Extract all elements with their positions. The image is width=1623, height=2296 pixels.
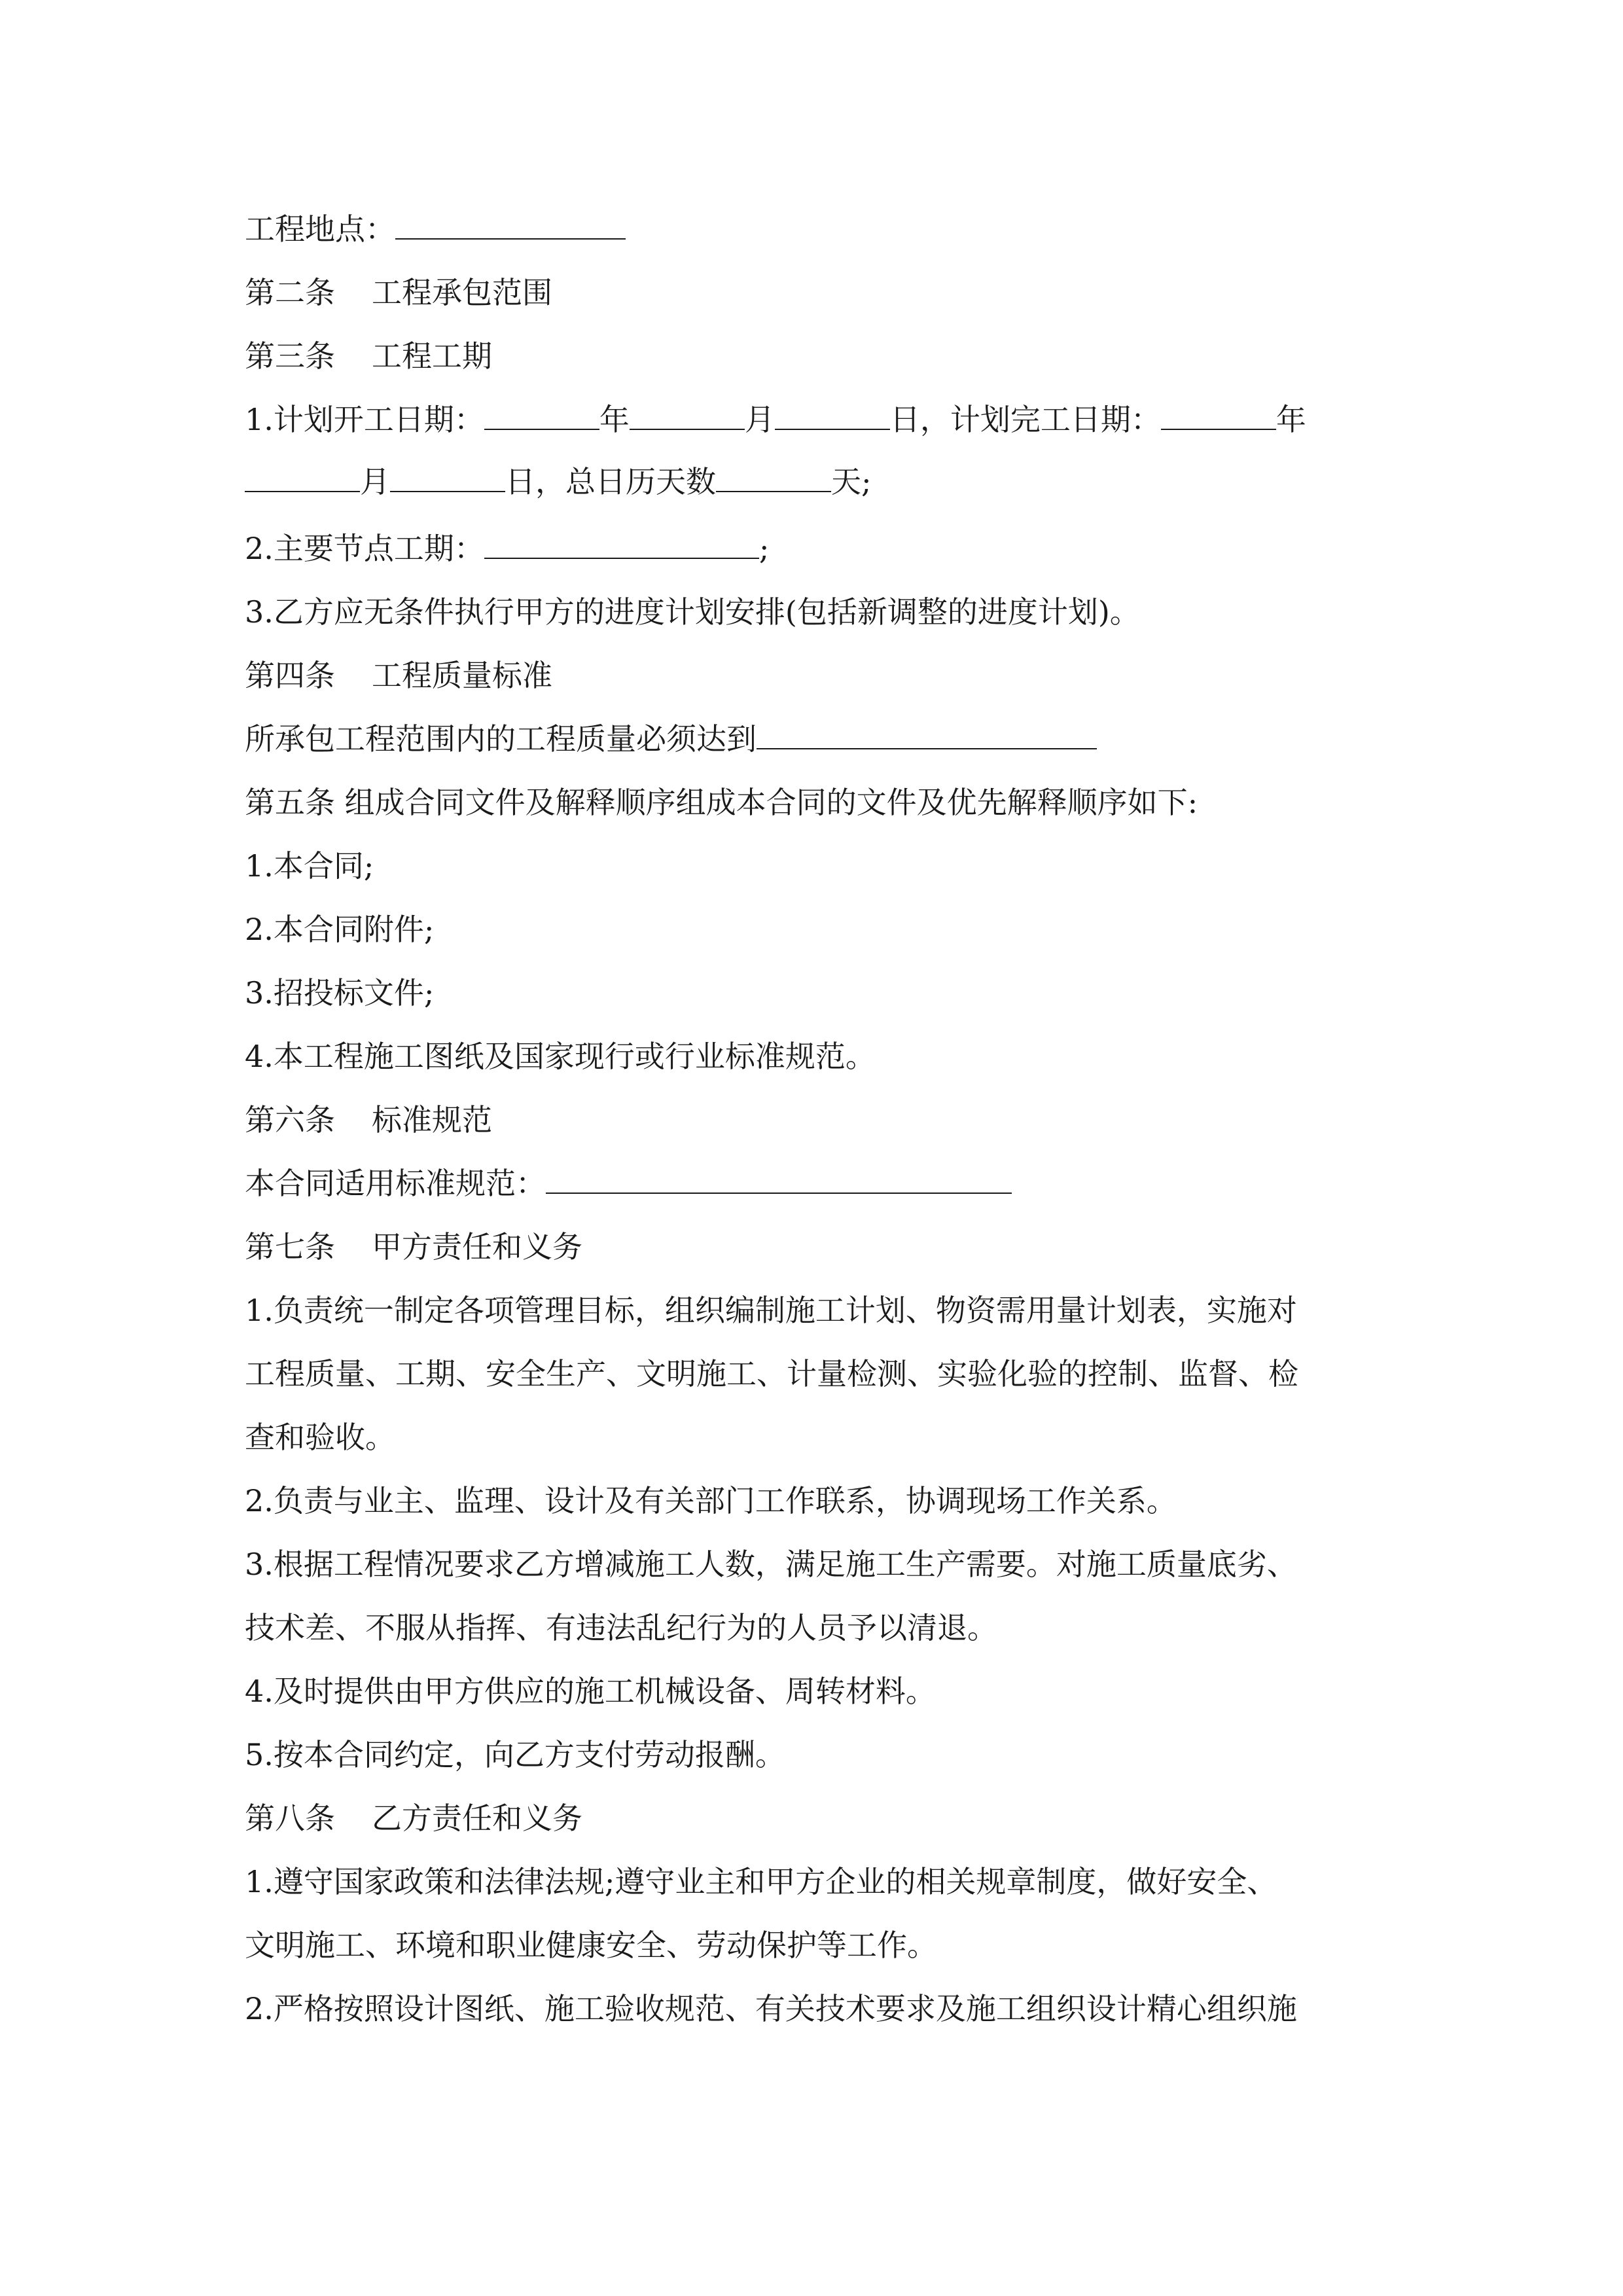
end-year-blank bbox=[1161, 404, 1276, 430]
article-5-heading: 第五条 组成合同文件及解释顺序组成本合同的文件及优先解释顺序如下: bbox=[245, 785, 1198, 820]
planned-dates-line: 1.计划开工日期： 年 月 日，计划完工日期： 年 bbox=[245, 402, 1306, 437]
end-day-blank bbox=[390, 466, 505, 492]
doc-order-item-2: 2.本合同附件; bbox=[245, 912, 435, 947]
doc-order-item-1: 1.本合同; bbox=[245, 848, 374, 884]
doc-order-item-3: 3.招投标文件; bbox=[245, 975, 435, 1011]
article-4-heading: 第四条 工程质量标准 bbox=[245, 658, 552, 693]
quality-line: 所承包工程范围内的工程质量必须达到 bbox=[245, 719, 1097, 759]
milestone-blank bbox=[484, 533, 759, 559]
doc-order-item-4: 4.本工程施工图纸及国家现行或行业标准规范。 bbox=[245, 1039, 876, 1074]
start-year-blank bbox=[484, 404, 599, 430]
party-a-duty-1-end: 查和验收。 bbox=[245, 1420, 395, 1455]
party-a-duty-3: 3.根据工程情况要求乙方增减施工人数，满足施工生产需要。对施工质量底劣、 bbox=[245, 1547, 1297, 1582]
standards-blank bbox=[546, 1168, 1012, 1194]
project-location-line bbox=[245, 209, 626, 249]
standards-line: 本合同适用标准规范： bbox=[245, 1164, 1012, 1203]
party-a-duty-3-cont: 技术差、不服从指挥、有违法乱纪行为的人员予以清退。 bbox=[245, 1610, 997, 1645]
party-a-duty-2: 2.负责与业主、监理、设计及有关部门工作联系，协调现场工作关系。 bbox=[245, 1483, 1177, 1518]
planned-dates-line-2: 月 日，总日历天数 天; bbox=[245, 462, 872, 501]
party-a-duty-1: 1.负责统一制定各项管理目标，组织编制施工计划、物资需用量计划表，实施对 bbox=[245, 1293, 1297, 1328]
start-day-blank bbox=[775, 404, 890, 430]
party-a-duty-4: 4.及时提供由甲方供应的施工机械设备、周转材料。 bbox=[245, 1674, 936, 1709]
schedule-clause: 3.乙方应无条件执行甲方的进度计划安排(包括新调整的进度计划)。 bbox=[245, 594, 1140, 630]
milestone-line: 2.主要节点工期： ; bbox=[245, 531, 770, 566]
party-b-duty-1-cont: 文明施工、环境和职业健康安全、劳动保护等工作。 bbox=[245, 1928, 937, 1963]
party-a-duty-5: 5.按本合同约定，向乙方支付劳动报酬。 bbox=[245, 1737, 785, 1772]
total-days-blank bbox=[716, 466, 831, 492]
article-7-heading: 第七条 甲方责任和义务 bbox=[245, 1229, 582, 1265]
article-3-heading: 第三条 工程工期 bbox=[245, 338, 492, 374]
quality-blank bbox=[757, 723, 1097, 749]
project-location-blank bbox=[395, 213, 626, 240]
article-2-heading: 第二条 工程承包范围 bbox=[245, 275, 552, 310]
start-month-blank bbox=[630, 404, 745, 430]
party-a-duty-1-cont: 工程质量、工期、安全生产、文明施工、计量检测、实验化验的控制、监督、检 bbox=[245, 1356, 1298, 1391]
party-b-duty-2: 2.严格按照设计图纸、施工验收规范、有关技术要求及施工组织设计精心组织施 bbox=[245, 1991, 1297, 2026]
article-6-heading: 第六条 标准规范 bbox=[245, 1102, 492, 1138]
article-8-heading: 第八条 乙方责任和义务 bbox=[245, 1801, 582, 1836]
end-month-blank bbox=[245, 466, 360, 492]
party-b-duty-1: 1.遵守国家政策和法律法规;遵守业主和甲方企业的相关规章制度，做好安全、 bbox=[245, 1864, 1277, 1899]
project-location-label: 工程地点： bbox=[245, 211, 395, 247]
